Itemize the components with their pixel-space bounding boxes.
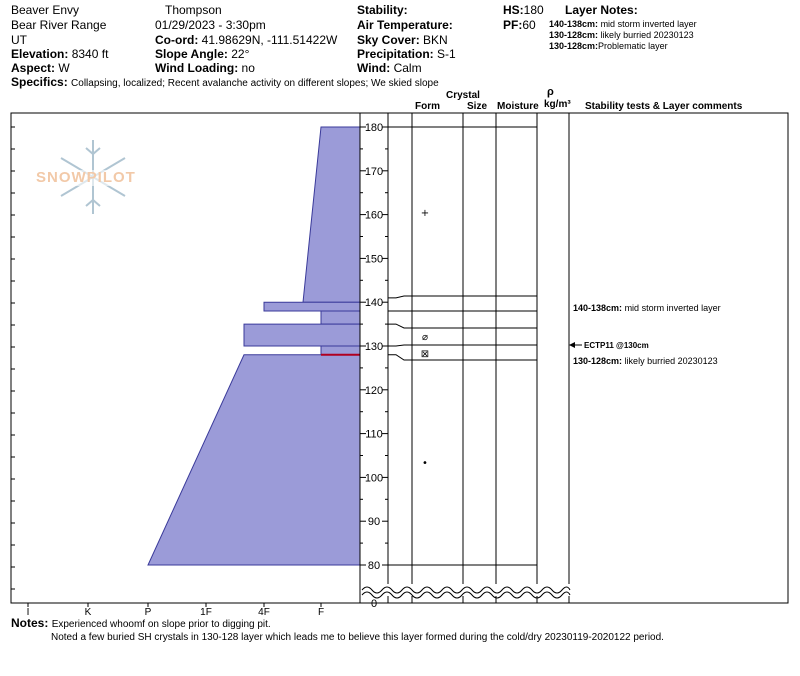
col-density-unit: kg/m³	[544, 99, 571, 110]
test-result: ECTP11 @130cm	[584, 341, 649, 350]
y-tick-label-110: 110	[365, 428, 383, 441]
comment-2: 130-128cm: likely burried 20230123	[573, 356, 718, 366]
x-tick-label-1F: 1F	[200, 607, 212, 618]
wind-loading: Wind Loading: no	[155, 61, 255, 75]
location: Beaver Envy	[11, 3, 80, 17]
sky-cover: Sky Cover: BKN	[357, 33, 448, 47]
snowpilot-logo	[30, 138, 160, 218]
y-tick-label-160: 160	[364, 209, 384, 222]
hardness-layer-1	[303, 127, 360, 302]
stability-label: Stability:	[357, 3, 408, 17]
hardness-layer-2	[264, 302, 360, 311]
col-size: Size	[467, 101, 488, 112]
x-tick-label-K: K	[84, 607, 92, 618]
range: Bear River Range	[11, 18, 107, 32]
notes-line-2: Noted a few buried SH crystals in 130-128 layer which leads me to believe this layer formed during the cold/dry 20230119-2020122 period.	[51, 632, 664, 643]
grain-form-2: ⌀	[421, 332, 429, 343]
x-tick-label-I: I	[26, 607, 30, 618]
pf: PF:60	[503, 18, 536, 32]
hardness-layer-3	[321, 311, 360, 324]
x-tick-label-4F: 4F	[258, 607, 270, 618]
aspect: Aspect: W	[11, 61, 70, 75]
test-arrow-head	[569, 342, 575, 348]
y-tick-label-170: 170	[364, 165, 384, 178]
y-tick-label-150: 150	[364, 253, 384, 266]
y-tick-label-130: 130	[364, 341, 384, 353]
grain-forms	[421, 208, 429, 469]
y-tick-label-100: 100	[364, 472, 384, 485]
hardness-layer-4	[244, 324, 360, 346]
comment-1: 140-138cm: mid storm inverted layer	[573, 303, 721, 313]
layer-note-3: 130-128cm:Problematic layer	[549, 41, 668, 51]
col-rho: ρ	[547, 86, 554, 98]
col-comments: Stability tests & Layer comments	[585, 101, 743, 112]
slope-angle: Slope Angle: 22°	[155, 47, 250, 61]
coordinates: Co-ord: 41.98629N, -111.51422W	[155, 33, 338, 47]
y-tick-label-120: 120	[364, 384, 384, 397]
air-temp-label: Air Temperature:	[357, 18, 453, 32]
state: UT	[11, 33, 27, 47]
layer-connector-130	[388, 345, 412, 346]
y-tick-label-80: 80	[367, 560, 381, 572]
x-tick-label-F: F	[317, 607, 325, 618]
grain-form-4: •	[422, 458, 428, 469]
notes: Notes: Experienced whoomf on slope prior to digging pit.	[11, 616, 271, 630]
x-tick-label-P: P	[144, 607, 152, 618]
hardness-profile	[148, 127, 360, 565]
hs: HS:180	[503, 3, 544, 17]
datetime: 01/29/2023 - 3:30pm	[155, 18, 266, 32]
wind: Wind: Calm	[357, 61, 422, 75]
grain-form-3: ⊠	[420, 349, 430, 360]
layer-notes-label: Layer Notes:	[565, 3, 638, 17]
hardness-layer-5	[321, 346, 360, 355]
observer: Thompson	[165, 3, 222, 17]
precipitation: Precipitation: S-1	[357, 47, 456, 61]
col-form: Form	[415, 101, 440, 112]
layer-connector-141	[388, 296, 412, 298]
logo-text: SNOWPILOT	[36, 169, 136, 186]
depth-axis	[360, 122, 388, 610]
y-tick-label-180: 180	[364, 122, 384, 134]
specifics: Specifics: Collapsing, localized; Recent avalanche activity on different slopes; We skied slope	[11, 75, 439, 89]
grain-form-1: +	[420, 208, 430, 219]
layer-note-2: 130-128cm: likely burried 20230123	[549, 30, 694, 40]
layer-note-1: 140-138cm: mid storm inverted layer	[549, 19, 697, 29]
col-crystal: Crystal	[446, 90, 480, 101]
hardness-layer-6	[148, 355, 360, 565]
elevation: Elevation: 8340 ft	[11, 47, 109, 61]
y-tick-label-0: 0	[370, 598, 378, 610]
col-moisture: Moisture	[497, 101, 539, 112]
layer-connector-135	[388, 324, 412, 328]
y-tick-label-140: 140	[364, 297, 384, 310]
layer-connector-128	[388, 355, 412, 360]
stability-tests	[569, 342, 582, 348]
y-tick-label-90: 90	[367, 516, 381, 529]
